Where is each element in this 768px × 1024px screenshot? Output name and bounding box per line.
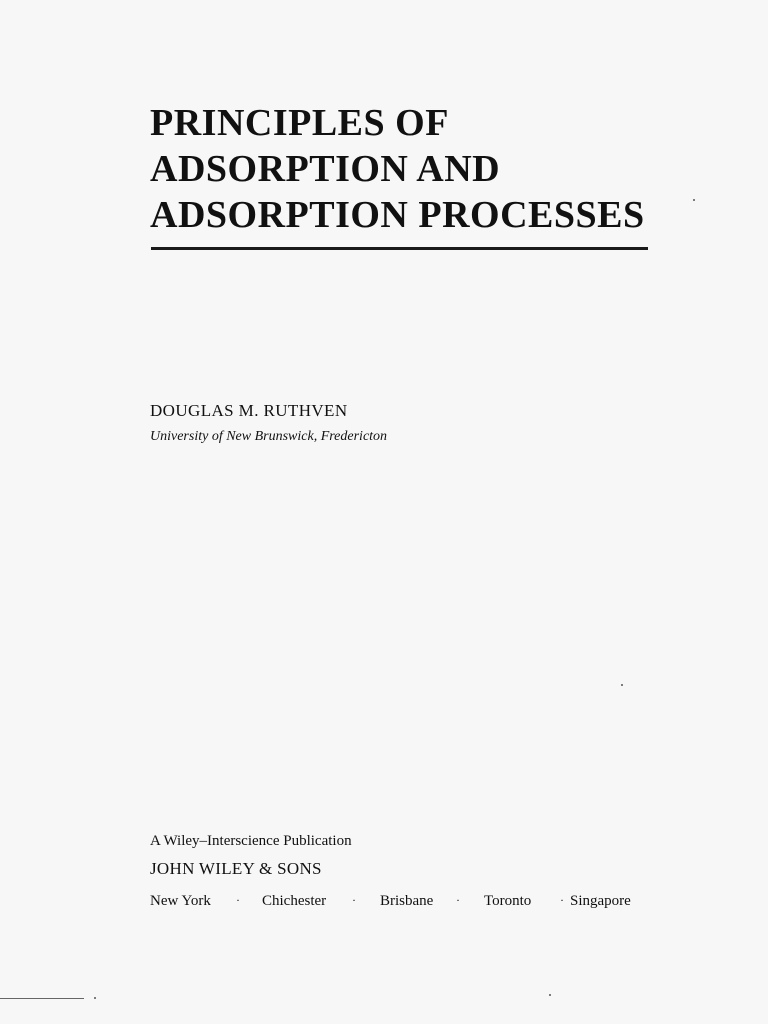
scan-speck <box>693 199 695 201</box>
city-separator: · <box>352 893 356 907</box>
author-name: DOUGLAS M. RUTHVEN <box>150 401 348 420</box>
scan-speck <box>549 994 551 996</box>
city-chichester: Chichester <box>262 893 327 909</box>
book-title <box>150 100 645 238</box>
title-rule <box>151 247 648 250</box>
city-toronto: Toronto <box>484 893 532 909</box>
city-separator: · <box>560 893 564 907</box>
scan-edge-mark <box>0 998 84 999</box>
city-brisbane: Brisbane <box>380 893 434 909</box>
publisher-name: JOHN WILEY & SONS <box>150 859 322 878</box>
scan-speck <box>621 684 623 686</box>
title-line-3: ADSORPTION PROCESSES <box>150 194 645 236</box>
publication-series: A Wiley–Interscience Publication <box>150 833 352 849</box>
title-line-1: PRINCIPLES OF <box>150 102 449 144</box>
scan-speck <box>94 997 96 999</box>
city-new-york: New York <box>150 893 211 909</box>
title-line-2: ADSORPTION AND <box>150 148 501 190</box>
author-affiliation: University of New Brunswick, Fredericton <box>150 429 388 444</box>
city-separator: · <box>456 893 460 907</box>
city-separator: · <box>236 893 240 907</box>
city-singapore: Singapore <box>570 893 631 909</box>
